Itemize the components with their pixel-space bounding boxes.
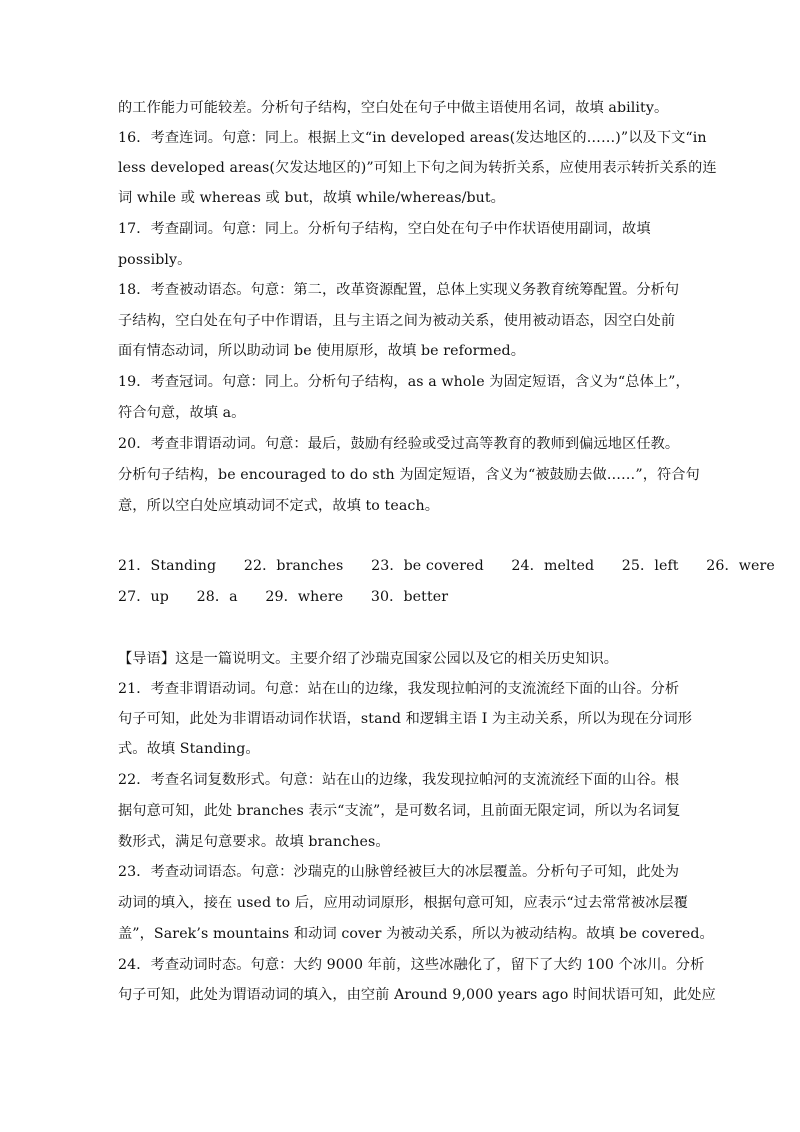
text-line: 19．考查冠词。句意：同上。分析句子结构，as a whole 为固定短语，含义为“总体上”， [118,374,690,390]
text-line: 的工作能力可能较差。分析句子结构，空白处在句子中做主语使用名词，故填 ability。 [118,100,669,116]
text-line: possibly。 [118,252,192,268]
text-line: 句子可知，此处为谓语动词的填入，由空前 Around 9,000 years ago 时间状语可知，此处应 [118,987,716,1003]
text-line: 17．考查副词。句意：同上。分析句子结构，空白处在句子中作状语使用副词，故填 [118,221,651,237]
text-line: 盖”，Sarek’s mountains 和动词 cover 为被动关系，所以为被动结构。故填 be covered。 [118,926,714,942]
text-line: 面有情态动词，所以助动词 be 使用原形，故填 be reformed。 [118,343,526,359]
text-line: 16．考查连词。句意：同上。根据上文“in developed areas(发达地区的……)”以及下文“in [118,130,707,146]
text-line: 21．考查非谓语动词。句意：站在山的边缘，我发现拉帕河的支流流经下面的山谷。分析 [118,681,680,697]
text-line: 句子可知，此处为非谓语动词作状语，stand 和逻辑主语 I 为主动关系，所以为现在分词形 [118,711,693,727]
text-line: 18．考查被动语态。句意：第二，改革资源配置，总体上实现义务教育统筹配置。分析句 [118,282,680,298]
text-line: 意，所以空白处应填动词不定式，故填 to teach。 [118,498,439,514]
text-line: 22．考查名词复数形式。句意：站在山的边缘，我发现拉帕河的支流流经下面的山谷。根 [118,772,680,788]
text-line: 子结构，空白处在句子中作谓语，且与主语之间为被动关系，使用被动语态，因空白处前 [118,313,676,329]
text-line: 据句意可知，此处 branches 表示“支流”，是可数名词，且前面无限定词，所以为名词复 [118,803,681,819]
text-line: 数形式，满足句意要求。故填 branches。 [118,834,390,850]
text-line: 23．考查动词语态。句意：沙瑞克的山脉曾经被巨大的冰层覆盖。分析句子可知，此处为 [118,864,680,880]
answer-line: 21．Standing 22．branches 23．be covered 24．melted 25．left 26．were [118,558,775,574]
text-line: 20．考查非谓语动词。句意：最后，鼓励有经验或受过高等教育的教师到偏远地区任教。 [118,436,680,452]
text-line: 词 while 或 whereas 或 but，故填 while/whereas/but。 [118,190,505,206]
text-line: 分析句子结构，be encouraged to do sth 为固定短语，含义为“被鼓励去做……”，符合句 [118,467,700,483]
text-line: 24．考查动词时态。句意：大约 9000 年前，这些冰融化了，留下了大约 100 个冰川。分析 [118,957,705,973]
text-line: 式。故填 Standing。 [118,741,260,757]
text-line: 符合句意，故填 a。 [118,405,246,421]
text-line: less developed areas(欠发达地区的)”可知上下句之间为转折关系，应使用表示转折关系的连 [118,160,717,176]
answer-line: 27．up 28．a 29．where 30．better [118,589,449,605]
text-line: 【导语】这是一篇说明文。主要介绍了沙瑞克国家公园以及它的相关历史知识。 [118,651,619,667]
text-line: 动词的填入，接在 used to 后，应用动词原形，根据句意可知，应表示“过去常常被冰层覆 [118,895,688,911]
